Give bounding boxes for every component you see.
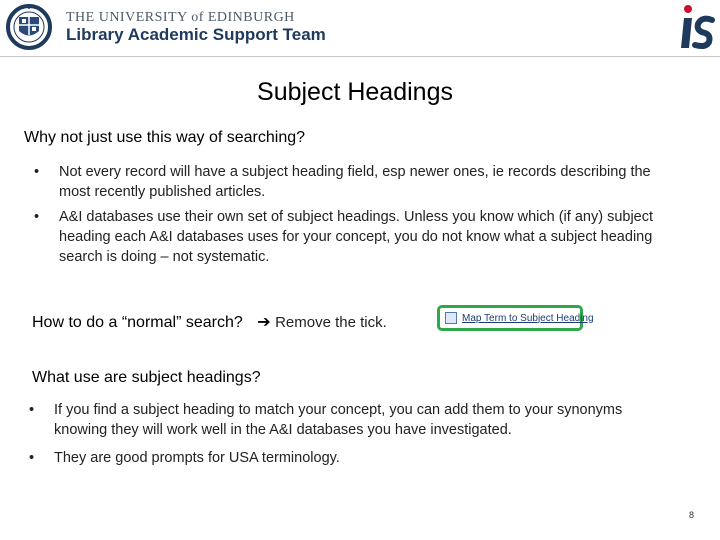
list-item xyxy=(34,162,679,202)
bullet-icon: • xyxy=(29,402,35,418)
is-logo-icon xyxy=(676,2,718,54)
bullet-icon: • xyxy=(29,450,35,466)
page-number: 8 xyxy=(689,510,695,520)
list-item-text: A&I databases use their own set of subject headings. Unless you know which (if any) subject heading each A&I databases uses for your concept, you do not know what a subject heading search is doing – not systematic. xyxy=(59,209,654,265)
uses-list xyxy=(29,400,674,476)
arrow-right-icon: ➔ xyxy=(257,314,271,331)
list-item-text: Not every record will have a subject heading field, esp newer ones, ie records describing the most recently published articles. xyxy=(59,164,651,200)
list-item xyxy=(29,448,674,468)
header-divider xyxy=(0,56,720,57)
university-crest-icon xyxy=(4,4,54,50)
question-why-not: Why not just use this way of searching? xyxy=(24,129,306,146)
team-name: Library Academic Support Team xyxy=(66,25,326,44)
university-name: THE UNIVERSITY of EDINBURGH xyxy=(66,10,295,25)
bullet-icon: • xyxy=(34,164,40,180)
reasons-list xyxy=(34,162,679,272)
list-item xyxy=(29,400,674,440)
map-term-label: Map Term to Subject Heading xyxy=(462,312,594,324)
map-term-checkbox-screenshot xyxy=(437,305,594,331)
question-normal-search: How to do a “normal” search? xyxy=(32,314,243,331)
normal-search-line xyxy=(32,312,387,332)
list-item xyxy=(34,207,679,267)
list-item-text: They are good prompts for USA terminology. xyxy=(54,450,340,466)
slide-header xyxy=(0,0,720,56)
checkbox-icon xyxy=(445,312,457,324)
bullet-icon: • xyxy=(34,209,40,225)
list-item-text: If you find a subject heading to match your concept, you can add them to your synonyms knowing they will work well in the A&I databases you have investigated. xyxy=(54,402,623,438)
answer-remove-tick: Remove the tick. xyxy=(275,314,387,331)
question-what-use: What use are subject headings? xyxy=(32,369,261,386)
slide-title: Subject Headings xyxy=(257,78,453,106)
